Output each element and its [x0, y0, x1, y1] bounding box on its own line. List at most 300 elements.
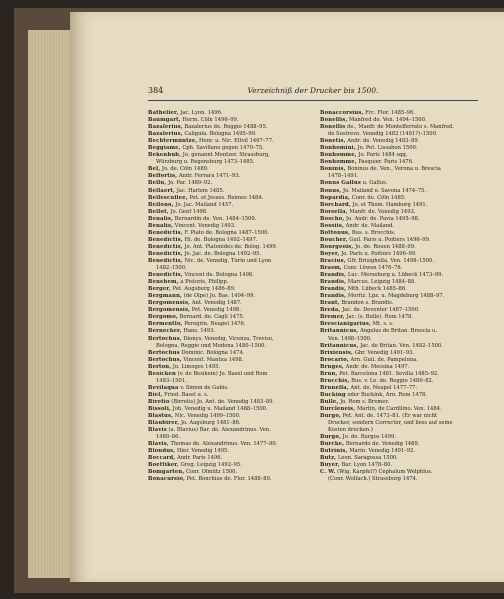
- printer-name: Bomgarten,: [148, 469, 185, 476]
- page-number: 384: [148, 86, 164, 95]
- printer-details: Pet. Bonchius de. Flor. 1488–89.: [186, 476, 272, 483]
- printer-name: Burcleneis,: [320, 405, 356, 412]
- printer-name: Bruges,: [320, 363, 344, 370]
- printer-details: Ant. Venedig 1487.: [191, 300, 242, 307]
- printer-details: (a. Blavius) Bar. de. Alexandrinus. Ven.: [168, 427, 271, 434]
- printer-name: Bracius,: [320, 257, 346, 264]
- printer-name: Bergomensis,: [148, 300, 191, 307]
- printer-name: Blondus,: [148, 448, 176, 455]
- printer-entry: [148, 272, 308, 279]
- page-title: Verzeichniß der Drucker bis 1500.: [247, 86, 379, 95]
- printer-name: Blavis: [148, 427, 167, 434]
- printer-name: Bevilaqua: [148, 384, 179, 391]
- printer-entry: [320, 173, 480, 180]
- printer-details: Greg. Leipzig 1492–95.: [180, 462, 242, 469]
- printer-name: Bissoli,: [148, 405, 172, 412]
- printer-details: Jo. Augsburg 1481–86.: [180, 420, 241, 427]
- printer-details: Vincent. Mantua 1498.: [183, 356, 244, 363]
- printer-name: Borchard,: [320, 201, 351, 208]
- printer-entry: [148, 413, 308, 420]
- printer-details: Andr. de. Messina 1497.: [345, 363, 410, 370]
- printer-details: Jac. Harlem 1485.: [176, 187, 225, 194]
- printer-entry: [320, 293, 480, 300]
- printer-name: Bellaert,: [148, 187, 176, 194]
- printer-details: (Birretis) Jo. Ant. de. Venedig 1483–89.: [171, 398, 275, 405]
- printer-entry: [148, 145, 308, 152]
- printer-details: Mth. Lübeck 1485–86.: [347, 286, 407, 293]
- printer-details: de Sustrevo. Venedig 1482 (1491?)–1500.: [328, 131, 438, 138]
- printer-name: Blavis,: [148, 441, 169, 448]
- printer-entry: [148, 455, 308, 462]
- printer-details: Nic. Venedig 1499–1500.: [174, 413, 241, 420]
- printer-details: Jac. de. Deventer 1487–1500.: [342, 307, 420, 314]
- printer-entry: [148, 371, 308, 378]
- printer-details: Frc. Flor. 1485–96.: [365, 110, 416, 116]
- printer-details: Bernard. de. Cagli 1475.: [179, 314, 245, 321]
- printer-details: Jo. Jac. de. Bologna 1492–95.: [184, 250, 262, 257]
- printer-details: 1478–1491.: [328, 173, 359, 180]
- printer-name: Brant,: [320, 300, 340, 307]
- printer-entry: [320, 286, 480, 293]
- printer-details: Nic. de. Venedig, Turin und Lyon: [184, 257, 272, 264]
- printer-details: Andr. de. Mailand.: [345, 222, 395, 229]
- printer-details: Bazalerius de. Reggio 1488–95.: [184, 124, 268, 131]
- printer-name: Bertochus: [148, 349, 180, 356]
- printer-entry: [148, 427, 308, 434]
- printer-details: Conr. de. Cöln 1485.: [351, 194, 406, 201]
- printer-entry: [320, 265, 480, 272]
- printer-entry: [148, 314, 308, 321]
- printer-entry: [320, 378, 480, 385]
- printer-entry: [148, 392, 308, 399]
- printer-name: Biretio: [148, 398, 170, 405]
- printer-details: Jo. de. Rouen 1488–99.: [355, 243, 416, 250]
- printer-entry: [320, 314, 480, 321]
- printer-details: Pet. Ant. de. 1473–81. (Er war nicht: [342, 413, 438, 420]
- printer-entry: [148, 293, 308, 300]
- printer-name: Bourgeois,: [320, 243, 354, 250]
- printer-entry: [320, 476, 480, 483]
- printer-details: Jo. Paris 1484 sqq.: [358, 152, 408, 159]
- printer-name: Benedictis,: [148, 236, 183, 243]
- printer-details: Hi. de. Bologna 1492–1497.: [184, 236, 258, 243]
- printer-details: Jo. de. Cöln 1489.: [161, 166, 209, 173]
- printer-entry: [320, 328, 480, 335]
- register-columns: [148, 110, 488, 570]
- printer-name: Borsella,: [320, 208, 348, 215]
- printer-name: Bottonus,: [320, 229, 351, 236]
- printer-entry: [320, 279, 480, 286]
- printer-details: Vincent. Venedig 1493.: [174, 222, 236, 229]
- printer-details: Jac. Lyon. 1496.: [180, 110, 223, 116]
- printer-name: Berton,: [148, 363, 172, 370]
- printer-details: Andr. Ferrara 1471–93.: [178, 173, 241, 180]
- printer-details: Brandon s. Brandis.: [341, 300, 394, 307]
- printer-entry: [148, 364, 308, 371]
- printer-name: Britannicus,: [320, 342, 359, 349]
- printer-details: Mt. s. s.: [372, 321, 394, 328]
- printer-details: (v. de Besikein) Jo. Basel und Rom: [177, 370, 268, 377]
- printer-entry: [148, 357, 308, 364]
- printer-entry: [320, 399, 480, 406]
- printer-entry: [320, 202, 480, 209]
- printer-entry: [320, 300, 480, 307]
- printer-name: Bechtermüntze,: [148, 138, 198, 145]
- printer-entry: [320, 434, 480, 441]
- printer-entry: [148, 343, 308, 350]
- printer-details: Conr. Olmütz 1500.: [186, 469, 238, 476]
- printer-details: Martin, de Cardilino. Ven. 1484.: [356, 405, 442, 412]
- printer-entry: [320, 420, 480, 427]
- printer-details: Jo. Par. 1489–92.: [168, 180, 213, 187]
- printer-entry: [148, 209, 308, 216]
- printer-details: Ant. de. Neapel 1477–77.: [350, 384, 418, 391]
- printer-entry: [148, 173, 308, 180]
- printer-name: Butrinis,: [320, 448, 348, 455]
- printer-entry: [320, 117, 480, 124]
- printer-entry: [148, 300, 308, 307]
- printer-entry: [320, 152, 480, 159]
- printer-details: Caligula. Bologna 1495–99.: [184, 131, 257, 138]
- printer-entry: [320, 321, 480, 328]
- printer-name: Bermentlo,: [148, 321, 183, 328]
- printer-details: Henr. u. Nic. Eltvil 1467–77.: [198, 138, 274, 145]
- printer-details: Dionys. Venedig, Vicenza, Treviso,: [183, 335, 274, 342]
- printer-entry: [320, 350, 480, 357]
- printer-details: Bar. Lyon 1478–80.: [341, 462, 393, 469]
- printer-name: Burgo,: [320, 413, 341, 420]
- printer-name: Bonhomme,: [320, 159, 357, 166]
- printer-details: Pasquier. Paris 1476.: [358, 159, 414, 166]
- printer-name: Bertochus,: [148, 335, 182, 342]
- printer-entry: [320, 455, 480, 462]
- printer-details: Marcus. Leipzig 1484–88.: [347, 279, 416, 286]
- printer-entry: [148, 202, 308, 209]
- printer-entry: [148, 230, 308, 237]
- printer-details: Fried. Basel u. s.: [164, 391, 209, 398]
- printer-name: Boyer,: [320, 250, 340, 257]
- printer-entry: [148, 216, 308, 223]
- printer-details: F. Plato de. Bologna 1487–1500.: [184, 229, 270, 236]
- printer-entry: [320, 138, 480, 145]
- printer-entry: [148, 223, 308, 230]
- printer-name: Benalis,: [148, 215, 174, 222]
- printer-details: v. Simon de Gabis.: [180, 384, 229, 391]
- printer-entry: [320, 371, 480, 378]
- printer-name: Boccard,: [148, 455, 176, 462]
- printer-name: Benalis,: [148, 222, 174, 229]
- printer-details: Pet. Barcelona 1481. Sevilla 1485–92.: [339, 370, 439, 377]
- printer-details: Pet. Venedig 1498.: [191, 307, 242, 314]
- printer-name: Bertochus,: [148, 356, 182, 363]
- printer-details: Cph. Savillano gegen 1470–75.: [182, 145, 264, 152]
- printer-entry: [148, 244, 308, 251]
- printer-name: Bremer,: [320, 314, 345, 321]
- printer-name: Bellot,: [148, 208, 169, 215]
- printer-entry: [148, 321, 308, 328]
- printer-details: Dominic. Bologna 1474.: [181, 349, 245, 356]
- printer-name: Berger,: [148, 286, 171, 293]
- printer-name: Boscho,: [320, 215, 345, 222]
- printer-details: Andr. Paris 1496.: [176, 455, 223, 462]
- printer-details: de., Manfr. de Montefferrato s. Manfred.: [347, 124, 455, 131]
- printer-details: Boninus de. Ven., Verona u. Brescia: [347, 166, 441, 173]
- printer-name: Blastus,: [148, 413, 174, 420]
- printer-details: Angelus de Britan. Brescia u.: [360, 328, 437, 335]
- printer-details: Arn. Guil. de. Pampeluna.: [350, 356, 418, 363]
- printer-entry: [148, 180, 308, 187]
- printer-entry: [320, 272, 480, 279]
- printer-details: u. Gallus.: [362, 180, 388, 187]
- printer-name: Bekenhub,: [148, 152, 182, 159]
- printer-name: Burcke,: [320, 441, 345, 448]
- printer-details: Marin. Venedig 1491–92.: [349, 448, 416, 455]
- printer-details: Bernardin de. Ven. 1484–1500.: [174, 215, 257, 222]
- printer-name: Benedictis,: [148, 257, 183, 264]
- printer-name: Brocario,: [320, 356, 349, 363]
- printer-details: Guil. Paris u. Poitiers 1496–99.: [349, 236, 431, 243]
- printer-name: Brandis,: [320, 272, 347, 279]
- printer-name: Bonaccorsius,: [320, 110, 364, 116]
- printer-details: Bernardo de. Venedig 1489.: [345, 441, 420, 448]
- printer-name: Bernecker,: [148, 328, 182, 335]
- printer-details: 1480–86.: [156, 434, 181, 441]
- printer-entry: [148, 265, 308, 272]
- printer-name: Bulle,: [320, 398, 339, 405]
- printer-entry: [320, 469, 480, 476]
- printer-entry: [320, 413, 480, 420]
- printer-name: Bel,: [148, 166, 161, 173]
- printer-entry: [148, 195, 308, 202]
- printer-entry: [320, 258, 480, 265]
- printer-details: Joh. Venedig u. Mailand 1488–1500.: [172, 405, 268, 412]
- printer-name: Benehem,: [148, 279, 179, 286]
- printer-name: Baumgart,: [148, 117, 181, 124]
- printer-details: Bus. s. Brocchis.: [351, 229, 396, 236]
- printer-entry: [320, 462, 480, 469]
- printer-name: Bopardia,: [320, 194, 351, 201]
- right-column: [320, 110, 480, 483]
- printer-entry: [320, 406, 480, 413]
- printer-details: Gbr. Venedig 1491–93.: [354, 349, 415, 356]
- printer-name: Brun,: [320, 370, 338, 377]
- printer-name: Bergmann,: [148, 293, 183, 300]
- printer-name: Bonhomme,: [320, 152, 357, 159]
- printer-entry: [148, 237, 308, 244]
- printer-entry: [148, 476, 308, 483]
- printer-entry: [320, 110, 480, 117]
- printer-name: Benedictis,: [148, 272, 183, 279]
- printer-details: Vincent de. Bologna 1498.: [184, 272, 254, 279]
- printer-entry: [320, 145, 480, 152]
- printer-entry: [148, 286, 308, 293]
- printer-name: Blaubirer,: [148, 420, 180, 427]
- printer-name: Bazalerius,: [148, 124, 183, 131]
- printer-entry: [148, 378, 308, 385]
- printer-name: Boninis,: [320, 166, 346, 173]
- printer-entry: [320, 427, 480, 434]
- printer-entry: [148, 159, 308, 166]
- printer-details: Jo. Mailand u. Savona 1474–75.: [342, 187, 426, 194]
- printer-name: Beggiame,: [148, 145, 181, 152]
- printer-details: oder Buckink, Arn. Rom 1478.: [347, 391, 427, 398]
- printer-entry: [320, 131, 480, 138]
- printer-name: Brandis,: [320, 279, 347, 286]
- printer-details: Jo. de. Burgos 1499.: [342, 434, 396, 441]
- printer-details: Jo. genannt Mentzer. Strassburg,: [182, 152, 270, 159]
- printer-name: Brandis,: [320, 293, 347, 300]
- printer-details: 1483–1501.: [156, 377, 187, 384]
- printer-details: Leon. Saragossa 1500.: [337, 455, 398, 462]
- printer-entry: [320, 237, 480, 244]
- printer-name: Brandis,: [320, 286, 347, 293]
- printer-name: Bonhomini,: [320, 145, 356, 152]
- printer-entry: [148, 441, 308, 448]
- printer-entry: [320, 230, 480, 237]
- printer-name: Butz,: [320, 455, 337, 462]
- printer-entry: [148, 152, 308, 159]
- printer-name: Breda,: [320, 307, 341, 314]
- printer-entry: [148, 420, 308, 427]
- printer-name: Bellono,: [148, 201, 174, 208]
- printer-details: Hans. 1493.: [183, 328, 216, 335]
- printer-entry: [320, 307, 480, 314]
- printer-entry: [320, 385, 480, 392]
- printer-details: Jo. Rom s. Bremer.: [340, 398, 389, 405]
- printer-name: Bossiis,: [320, 222, 344, 229]
- printer-entry: [148, 279, 308, 286]
- printer-entry: [148, 399, 308, 406]
- printer-entry: [320, 159, 480, 166]
- printer-name: Besicken: [148, 370, 177, 377]
- printer-entry: [320, 188, 480, 195]
- printer-name: Burgo,: [320, 434, 341, 441]
- printer-details: Andr. de. Venedig 1483–89.: [347, 138, 420, 145]
- printer-name: Bazalerius,: [148, 131, 183, 138]
- printer-entry: [320, 357, 480, 364]
- printer-entry: [148, 462, 308, 469]
- printer-entry: [148, 124, 308, 131]
- printer-name: Bucking: [320, 391, 346, 398]
- printer-details: Pet. et Jesses. Rennes 1484.: [189, 194, 264, 201]
- printer-name: Biel,: [148, 391, 163, 398]
- printer-name: Bonus Gallus: [320, 180, 361, 187]
- printer-name: Buyer,: [320, 462, 340, 469]
- printer-details: Manfred de. Ven. 1494–1500.: [349, 117, 427, 124]
- printer-details: Kosten drucken.): [328, 427, 373, 434]
- printer-entry: [320, 448, 480, 455]
- printer-entry: [148, 188, 308, 195]
- printer-name: Bonus,: [320, 187, 342, 194]
- printer-name: Brixiensis,: [320, 349, 354, 356]
- printer-details: a Pistoris, Philipp.: [180, 279, 229, 286]
- printer-entry: [148, 406, 308, 413]
- printer-details: (de Olpe) Jo. Bas. 1494–99.: [183, 293, 256, 300]
- printer-details: Hier. Venedig 1495.: [176, 448, 229, 455]
- printer-entry: [148, 166, 308, 173]
- printer-details: Würzburg u. Regensburg 1473–1485.: [156, 159, 255, 166]
- printer-entry: [148, 448, 308, 455]
- printer-entry: [148, 110, 308, 117]
- printer-entry: [320, 343, 480, 350]
- printer-details: Bologna, Reggio und Modena 1480–1500.: [156, 342, 267, 349]
- printer-details: Jo. et Thom. Hamburg 1491.: [352, 201, 428, 208]
- printer-name: Britannicus,: [320, 328, 359, 335]
- printer-details: Jo. Genf 1498.: [170, 208, 208, 215]
- printer-details: Jo. Jac. Mailand 1457.: [175, 201, 234, 208]
- printer-name: Benedictis,: [148, 250, 183, 257]
- printer-entry: [148, 251, 308, 258]
- printer-name: Bonellis,: [320, 117, 348, 124]
- printer-name: Bonellis: [320, 124, 346, 131]
- printer-entry: [320, 223, 480, 230]
- left-column: [148, 110, 308, 483]
- printer-details: Drucker, sondern Corrector, und liess auf seine: [328, 420, 453, 427]
- printer-entry: [320, 244, 480, 251]
- printer-details: Thomas de. Alexandrinus. Ven. 1477–90.: [170, 441, 278, 448]
- printer-name: Brucchis,: [320, 377, 350, 384]
- printer-name: Brasm,: [320, 265, 342, 272]
- printer-entry: [148, 307, 308, 314]
- printer-details: Bus. v. Le. de. Reggio 1480–82.: [351, 377, 434, 384]
- printer-entry: [320, 392, 480, 399]
- printer-name: Boucher,: [320, 236, 348, 243]
- printer-entry: [320, 195, 480, 202]
- printer-entry: [320, 441, 480, 448]
- printer-entry: [320, 209, 480, 216]
- printer-details: Pet. Augsburg 1486–89.: [172, 286, 236, 293]
- printer-name: Bellescullee,: [148, 194, 188, 201]
- printer-entry: [148, 328, 308, 335]
- printer-entry: [320, 251, 480, 258]
- printer-name: Bergomo,: [148, 314, 178, 321]
- printer-entry: [148, 138, 308, 145]
- printer-details: Jo. Ant. Platonides de. Bolog. 1499.: [184, 243, 278, 250]
- printer-name: Brunella,: [320, 384, 349, 391]
- printer-name: Benedictis,: [148, 243, 183, 250]
- printer-entry: [148, 434, 308, 441]
- printer-name: Bergomensis,: [148, 307, 191, 314]
- printer-entry: [320, 180, 480, 187]
- page-header: [148, 84, 478, 101]
- printer-name: Bonacursio,: [148, 476, 185, 483]
- printer-details: (Conr. Wolfach.) Strassburg 1474.: [328, 476, 418, 483]
- printer-details: Conr. Löwen 1476–78.: [343, 265, 403, 272]
- printer-details: Jo. Andr. de. Pavia 1495–98.: [346, 215, 420, 222]
- printer-details: (Wig. Karpfel?) Cephalum Welphlus.: [337, 469, 433, 476]
- printer-details: 1482–1500.: [156, 265, 187, 272]
- printer-entry: [320, 364, 480, 371]
- printer-name: Bathelier,: [148, 110, 179, 116]
- printer-name: Brescianigarius,: [320, 321, 371, 328]
- printer-name: C. W.: [320, 469, 336, 476]
- printer-entry: [148, 469, 308, 476]
- printer-details: Jo. Pet. Lissabon 1500.: [357, 145, 418, 152]
- printer-entry: [320, 216, 480, 223]
- printer-entry: [148, 350, 308, 357]
- printer-details: Gfr. Brisighella. Ven. 1498–1500.: [347, 257, 434, 264]
- printer-details: Peregrin. Neapel 1476.: [184, 321, 246, 328]
- printer-details: Jac. (s. Bulle). Rom 1478.: [346, 314, 414, 321]
- printer-details: Moritz. Lpz. u. Magdeburg 1488–97.: [347, 293, 445, 300]
- printer-entry: [320, 166, 480, 173]
- printer-entry: [148, 385, 308, 392]
- printer-name: Belfortis,: [148, 173, 178, 180]
- printer-entry: [320, 336, 480, 343]
- printer-entry: [148, 117, 308, 124]
- printer-name: Bellu,: [148, 180, 167, 187]
- printer-details: Jo. Limoges 1495.: [172, 363, 221, 370]
